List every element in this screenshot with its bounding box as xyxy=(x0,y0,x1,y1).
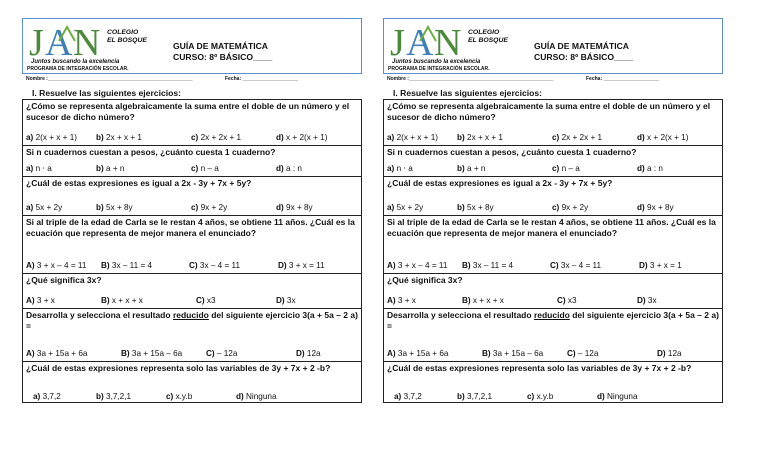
option-letter: c) xyxy=(552,164,560,173)
option-text: 5x + 2y xyxy=(35,203,63,212)
question-text: ¿Cuál de estas expresiones representa solo las variables de 3y + 7x + 2 -b? xyxy=(26,363,331,373)
option-text: a + n xyxy=(106,164,125,173)
answer-option-d[interactable] xyxy=(637,295,657,306)
option-letter: d) xyxy=(276,203,284,212)
option-text: 3x xyxy=(286,296,296,305)
answer-option-a[interactable] xyxy=(26,163,52,174)
option-letter: d) xyxy=(276,133,284,142)
question-text xyxy=(26,310,358,332)
svg-text:A: A xyxy=(45,22,73,61)
answer-option-b[interactable] xyxy=(462,295,504,306)
answer-option-a[interactable] xyxy=(33,391,61,402)
option-letter: a) xyxy=(33,392,41,401)
option-letter: C) xyxy=(206,349,215,358)
answer-option-c[interactable] xyxy=(206,348,237,359)
question-2 xyxy=(384,146,722,177)
answer-option-c[interactable] xyxy=(191,132,241,143)
question-7 xyxy=(23,362,361,404)
question-text: ¿Cómo se representa algebraicamente la suma entre el doble de un número y el sucesor de dicho número? xyxy=(387,101,711,122)
option-letter: a) xyxy=(26,164,34,173)
question-6 xyxy=(23,309,361,362)
option-text: x.y.b xyxy=(536,392,554,401)
option-letter: c) xyxy=(552,133,560,142)
option-text: 3x xyxy=(647,296,657,305)
option-letter: C) xyxy=(196,296,205,305)
answer-option-d[interactable] xyxy=(278,260,325,271)
option-text: 3a + 15a + 6a xyxy=(397,349,449,358)
option-text: 2(x + x + 1) xyxy=(35,133,77,142)
option-letter: A) xyxy=(387,296,396,305)
questions-box xyxy=(22,99,362,403)
section-title: I. Resuelve las siguientes ejercicios: xyxy=(393,88,543,98)
answer-option-b[interactable] xyxy=(121,348,182,359)
answer-option-d[interactable] xyxy=(296,348,321,359)
option-letter: B) xyxy=(462,261,471,270)
option-text: 12a xyxy=(306,349,321,358)
answer-option-a[interactable] xyxy=(26,132,77,143)
svg-text:J: J xyxy=(390,22,405,61)
school-line1: COLEGIO xyxy=(468,29,500,36)
header-box xyxy=(383,18,723,74)
option-letter: d) xyxy=(236,392,244,401)
question-text: Si n cuadernos cuestan a pesos, ¿cuánto cuesta 1 cuaderno? xyxy=(26,147,276,157)
option-text: 2x + 2x + 1 xyxy=(561,133,603,142)
svg-text:J: J xyxy=(29,22,44,61)
answer-options xyxy=(387,202,721,213)
option-text: 5x + 2y xyxy=(396,203,424,212)
question-2 xyxy=(23,146,361,177)
answer-option-c[interactable] xyxy=(191,163,219,174)
question-text: Si al triple de la edad de Carla se le restan 4 años, se obtiene 11 años. ¿Cuál es la ecuación que representa de mejor manera el enunciado? xyxy=(387,217,716,238)
option-letter: a) xyxy=(26,133,34,142)
option-text: 3 + x = 1 xyxy=(649,261,682,270)
answer-option-b[interactable] xyxy=(457,163,485,174)
option-text: 9x + 2y xyxy=(200,203,228,212)
course-label: CURSO: 8º BÁSICO____ xyxy=(534,52,634,62)
option-text: 5x + 8y xyxy=(106,203,133,212)
svg-text:A: A xyxy=(406,22,434,61)
option-text: 3 + x xyxy=(397,296,416,305)
option-text: 3x – 4 = 11 xyxy=(199,261,241,270)
answer-options xyxy=(26,163,360,174)
option-letter: D) xyxy=(657,349,666,358)
option-text: 9x + 8y xyxy=(647,203,674,212)
school-name xyxy=(107,29,147,45)
answer-option-a[interactable] xyxy=(387,202,423,213)
question-text: ¿Qué significa 3x? xyxy=(387,275,463,285)
option-letter: C) xyxy=(189,261,198,270)
answer-option-c[interactable] xyxy=(557,295,577,306)
answer-option-a[interactable] xyxy=(387,348,448,359)
question-text-part: del siguiente ejercicio 3(a + 5a – 2 a) = xyxy=(26,310,358,331)
option-letter: c) xyxy=(191,164,199,173)
option-text: 3,7,2 xyxy=(403,392,422,401)
option-text: 2(x + x + 1) xyxy=(396,133,438,142)
school-name xyxy=(468,29,508,45)
school-logo xyxy=(390,21,472,61)
answer-option-a[interactable] xyxy=(26,202,62,213)
answer-options xyxy=(26,391,360,402)
option-text: 12a xyxy=(667,349,682,358)
answer-options xyxy=(26,295,360,306)
option-letter: C) xyxy=(567,349,576,358)
svg-text:N: N xyxy=(73,22,101,61)
guide-heading xyxy=(173,41,272,63)
option-letter: A) xyxy=(26,296,35,305)
option-text: 9x + 8y xyxy=(286,203,313,212)
answer-option-d[interactable] xyxy=(276,295,296,306)
question-6 xyxy=(384,309,722,362)
answer-option-c[interactable] xyxy=(550,260,601,271)
answer-option-c[interactable] xyxy=(527,391,553,402)
answer-option-a[interactable] xyxy=(387,132,438,143)
school-line2: EL BOSQUE xyxy=(468,37,508,44)
question-text-part: Desarrolla y selecciona el resultado xyxy=(26,310,173,320)
section-title: I. Resuelve las siguientes ejercicios: xyxy=(32,88,182,98)
option-letter: d) xyxy=(597,392,605,401)
option-letter: c) xyxy=(191,203,199,212)
question-1 xyxy=(384,100,722,146)
answer-option-a[interactable] xyxy=(26,295,55,306)
question-text: Si al triple de la edad de Carla se le restan 4 años, se obtiene 11 años. ¿Cuál es la ecuación que representa de mejor manera el enunciado? xyxy=(26,217,355,238)
school-motto: Juntos buscando la excelencia xyxy=(392,59,481,65)
name-field: Nombre :____________________________________________________ xyxy=(387,76,554,82)
answer-option-d[interactable] xyxy=(637,163,663,174)
answer-option-b[interactable] xyxy=(96,391,131,402)
option-text: 3 + x – 4 = 11 xyxy=(397,261,448,270)
option-text: 3,7,2,1 xyxy=(467,392,493,401)
option-text: 3,7,2 xyxy=(42,392,61,401)
answer-options xyxy=(387,260,721,271)
option-letter: B) xyxy=(482,349,491,358)
answer-option-b[interactable] xyxy=(462,260,513,271)
guide-heading xyxy=(534,41,633,63)
date-field: Fecha: ____________________ xyxy=(225,76,299,82)
option-letter: B) xyxy=(101,296,110,305)
option-text: a + n xyxy=(467,164,486,173)
option-text: 3a + 15a – 6a xyxy=(131,349,183,358)
question-text-part: Desarrolla y selecciona el resultado xyxy=(387,310,534,320)
option-text: – 12a xyxy=(577,349,599,358)
answer-option-d[interactable] xyxy=(657,348,682,359)
option-letter: D) xyxy=(278,261,287,270)
option-letter: d) xyxy=(637,133,645,142)
option-text: 9x + 2y xyxy=(561,203,589,212)
answer-option-d[interactable] xyxy=(597,391,638,402)
answer-option-d[interactable] xyxy=(637,132,688,143)
answer-option-b[interactable] xyxy=(96,163,124,174)
option-text: n ⋅ a xyxy=(396,164,413,173)
option-letter: A) xyxy=(26,261,35,270)
answer-option-b[interactable] xyxy=(482,348,543,359)
answer-option-b[interactable] xyxy=(457,202,494,213)
answer-option-c[interactable] xyxy=(189,260,240,271)
option-letter: a) xyxy=(387,133,395,142)
option-text: 3x – 11 = 4 xyxy=(111,261,153,270)
option-text: n ⋅ a xyxy=(35,164,52,173)
option-letter: A) xyxy=(387,261,396,270)
option-text: 3,7,2,1 xyxy=(106,392,132,401)
option-text: a : n xyxy=(647,164,663,173)
option-letter: b) xyxy=(457,164,465,173)
option-text: x3 xyxy=(206,296,216,305)
answer-options xyxy=(387,348,721,359)
guide-title: GUÍA DE MATEMÁTICA xyxy=(534,41,630,51)
option-letter: C) xyxy=(557,296,566,305)
question-3 xyxy=(23,177,361,216)
question-text xyxy=(387,310,719,332)
answer-options xyxy=(387,295,721,306)
option-text: 5x + 8y xyxy=(467,203,494,212)
option-text: – 12a xyxy=(216,349,238,358)
option-text: n – a xyxy=(200,164,219,173)
answer-options xyxy=(26,260,360,271)
option-text: x + 2(x + 1) xyxy=(647,133,689,142)
answer-option-c[interactable] xyxy=(552,163,580,174)
option-text: 3a + 15a – 6a xyxy=(492,349,544,358)
option-text: Ninguna xyxy=(607,392,638,401)
question-1 xyxy=(23,100,361,146)
option-letter: D) xyxy=(296,349,305,358)
option-text: 2x + x + 1 xyxy=(106,133,142,142)
guide-title: GUÍA DE MATEMÁTICA xyxy=(173,41,269,51)
option-letter: d) xyxy=(637,164,645,173)
option-text: x + 2(x + 1) xyxy=(286,133,328,142)
option-text: 3x – 11 = 4 xyxy=(472,261,514,270)
questions-box xyxy=(383,99,723,403)
option-letter: b) xyxy=(96,133,104,142)
answer-option-d[interactable] xyxy=(639,260,682,271)
answer-option-d[interactable] xyxy=(276,132,327,143)
answer-options xyxy=(387,163,721,174)
option-letter: b) xyxy=(96,392,104,401)
option-text: n – a xyxy=(561,164,580,173)
option-letter: D) xyxy=(639,261,648,270)
option-letter: B) xyxy=(462,296,471,305)
school-motto: Juntos buscando la excelencia xyxy=(31,59,120,65)
option-text: 2x + x + 1 xyxy=(467,133,503,142)
question-text: ¿Cómo se representa algebraicamente la suma entre el doble de un número y el sucesor de dicho número? xyxy=(26,101,350,122)
answer-options xyxy=(387,391,721,402)
course-label: CURSO: 8º BÁSICO____ xyxy=(173,52,273,62)
worksheet-left xyxy=(22,18,362,401)
option-letter: b) xyxy=(96,164,104,173)
answer-options xyxy=(26,132,360,143)
answer-option-b[interactable] xyxy=(96,202,133,213)
question-3 xyxy=(384,177,722,216)
question-text-underlined: reducido xyxy=(533,310,570,320)
option-text: 2x + 2x + 1 xyxy=(200,133,242,142)
option-letter: d) xyxy=(276,164,284,173)
answer-option-c[interactable] xyxy=(552,132,602,143)
answer-option-b[interactable] xyxy=(96,132,142,143)
answer-option-d[interactable] xyxy=(637,202,674,213)
answer-option-a[interactable] xyxy=(26,260,86,271)
answer-options xyxy=(387,132,721,143)
answer-option-c[interactable] xyxy=(567,348,598,359)
option-text: 3 + x – 4 = 11 xyxy=(36,261,87,270)
name-field: Nombre :____________________________________________________ xyxy=(26,76,193,82)
question-text-part: del siguiente ejercicio 3(a + 5a – 2 a) = xyxy=(387,310,719,331)
option-text: 3 + x = 11 xyxy=(288,261,325,270)
school-line1: COLEGIO xyxy=(107,29,139,36)
option-text: 3x – 4 = 11 xyxy=(560,261,602,270)
answer-options xyxy=(26,348,360,359)
answer-option-a[interactable] xyxy=(387,260,447,271)
school-logo xyxy=(29,21,111,61)
option-letter: a) xyxy=(387,203,395,212)
question-4 xyxy=(23,216,361,274)
option-letter: c) xyxy=(166,392,174,401)
date-field: Fecha: ____________________ xyxy=(586,76,660,82)
answer-option-a[interactable] xyxy=(387,163,413,174)
answer-option-b[interactable] xyxy=(457,391,492,402)
option-letter: a) xyxy=(394,392,402,401)
worksheet-right xyxy=(383,18,723,401)
question-text: ¿Cuál de estas expresiones es igual a 2x - 3y + 7x + 5y? xyxy=(26,178,252,188)
option-letter: d) xyxy=(637,203,645,212)
option-letter: b) xyxy=(457,133,465,142)
answer-option-c[interactable] xyxy=(191,202,227,213)
question-5 xyxy=(23,274,361,309)
header-box xyxy=(22,18,362,74)
program-label: PROGRAMA DE INTEGRACIÓN ESCOLAR. xyxy=(388,66,490,72)
answer-option-a[interactable] xyxy=(394,391,422,402)
school-line2: EL BOSQUE xyxy=(107,37,147,44)
option-letter: a) xyxy=(26,203,34,212)
question-5 xyxy=(384,274,722,309)
question-text: ¿Qué significa 3x? xyxy=(26,275,102,285)
question-4 xyxy=(384,216,722,274)
option-text: x + x + x xyxy=(111,296,143,305)
option-letter: A) xyxy=(26,349,35,358)
option-text: 3 + x xyxy=(36,296,55,305)
option-letter: b) xyxy=(96,203,104,212)
option-letter: B) xyxy=(101,261,110,270)
option-text: x + x + x xyxy=(472,296,504,305)
answer-option-d[interactable] xyxy=(276,202,313,213)
question-text-underlined: reducido xyxy=(172,310,209,320)
answer-option-d[interactable] xyxy=(276,163,302,174)
option-letter: A) xyxy=(387,349,396,358)
option-letter: D) xyxy=(637,296,646,305)
question-text: ¿Cuál de estas expresiones representa solo las variables de 3y + 7x + 2 -b? xyxy=(387,363,692,373)
answer-option-b[interactable] xyxy=(457,132,503,143)
answer-option-b[interactable] xyxy=(101,260,152,271)
answer-option-d[interactable] xyxy=(236,391,277,402)
option-text: x.y.b xyxy=(175,392,193,401)
program-label: PROGRAMA DE INTEGRACIÓN ESCOLAR. xyxy=(27,66,129,72)
question-text: ¿Cuál de estas expresiones es igual a 2x - 3y + 7x + 5y? xyxy=(387,178,613,188)
question-7 xyxy=(384,362,722,404)
svg-text:N: N xyxy=(434,22,462,61)
option-text: x3 xyxy=(567,296,577,305)
answer-option-c[interactable] xyxy=(196,295,216,306)
answer-options xyxy=(26,202,360,213)
option-letter: c) xyxy=(191,133,199,142)
option-text: a : n xyxy=(286,164,302,173)
answer-option-c[interactable] xyxy=(166,391,192,402)
option-letter: C) xyxy=(550,261,559,270)
answer-option-c[interactable] xyxy=(552,202,588,213)
option-letter: c) xyxy=(552,203,560,212)
answer-option-b[interactable] xyxy=(101,295,143,306)
option-letter: D) xyxy=(276,296,285,305)
answer-option-a[interactable] xyxy=(26,348,87,359)
option-letter: a) xyxy=(387,164,395,173)
question-text: Si n cuadernos cuestan a pesos, ¿cuánto cuesta 1 cuaderno? xyxy=(387,147,637,157)
answer-option-a[interactable] xyxy=(387,295,416,306)
option-letter: B) xyxy=(121,349,130,358)
option-letter: b) xyxy=(457,392,465,401)
option-text: 3a + 15a + 6a xyxy=(36,349,88,358)
option-text: Ninguna xyxy=(246,392,277,401)
option-letter: b) xyxy=(457,203,465,212)
option-letter: c) xyxy=(527,392,535,401)
